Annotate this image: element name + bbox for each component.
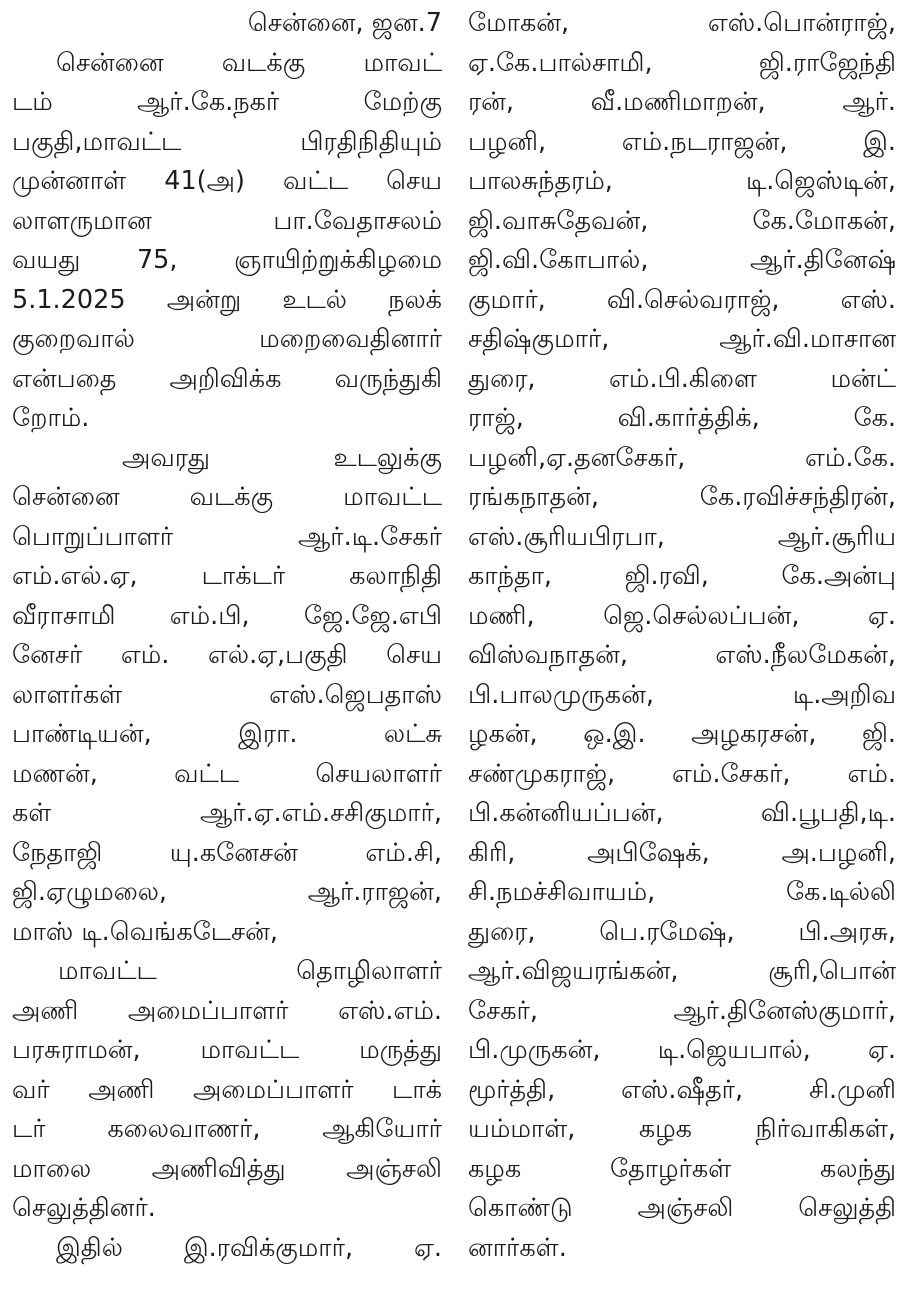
text-line: டம் ஆர்.கே.நகர் மேற்கு [12, 87, 442, 117]
text-line: கிரி, அபிஷேக், அ.பழனி, [468, 837, 896, 868]
left-column [12, 4, 442, 1268]
text-line: பாலசுந்தரம், டி.ஜெஸ்டின், [468, 166, 896, 196]
text-line: மாலை அணிவித்து அஞ்சலி [12, 1153, 442, 1184]
text-line: குறைவால் மறைவைதினார் [12, 324, 442, 354]
text-line: ராஜ், வி.கார்த்திக், கே. [468, 403, 896, 433]
text-line: னேசர் எம். எல்.ஏ,பகுதி செய [12, 640, 442, 670]
text-line: ஜி.வாசுதேவன், கே.மோகன், [468, 205, 896, 236]
text-line: சி.நமச்சிவாயம், கே.டில்லி [468, 877, 896, 907]
text-line: சேகர், ஆர்.தினேஸ்குமார், [468, 995, 896, 1026]
text-line: ஆர்.விஜயரங்கன், சூரி,பொன் [468, 956, 896, 986]
text-line: மாவட்ட தொழிலாளர் [58, 956, 442, 986]
text-line: ஏ.கே.பால்சாமி, ஜி.ராஜேந்தி [468, 47, 896, 78]
text-line: பழனி,ஏ.தனசேகர், எம்.கே. [468, 442, 896, 473]
text-line: ரங்கநாதன், கே.ரவிச்சந்திரன், [468, 482, 896, 512]
text-line: இதில் இ.ரவிக்குமார், ஏ. [56, 1232, 442, 1263]
text-line: சென்னை வடக்கு மாவட் [56, 47, 442, 78]
text-line: சண்முகராஜ், எம்.சேகர், எம். [468, 758, 896, 789]
text-line: காந்தா, ஜி.ரவி, கே.அன்பு [468, 561, 896, 591]
text-line: ரன், வீ.மணிமாறன், ஆர். [468, 87, 896, 117]
text-line: 5.1.2025 அன்று உடல் நலக் [12, 284, 442, 315]
text-line: பி.முருகன், டி.ஜெயபால், ஏ. [468, 1035, 896, 1065]
text-line: துரை, பெ.ரமேஷ், பி.அரசு, [468, 916, 896, 947]
text-line: ஜி.வி.கோபால், ஆர்.தினேஷ் [468, 245, 896, 275]
text-line: றோம். [12, 403, 90, 433]
text-line: சென்னை வடக்கு மாவட்ட [12, 482, 442, 512]
text-line: மணன், வட்ட செயலாளர் [12, 758, 442, 789]
text-line: பாண்டியன், இரா. லட்சு [12, 719, 442, 749]
text-line: னார்கள். [468, 1232, 567, 1263]
text-line: பரசுராமன், மாவட்ட மருத்து [12, 1035, 442, 1065]
text-line: மணி, ஜெ.செல்லப்பன், ஏ. [468, 600, 896, 631]
text-line: டர் கலைவாணர், ஆகியோர் [12, 1114, 442, 1144]
text-line: பி.கன்னியப்பன், வி.பூபதி,டி. [468, 798, 896, 828]
text-line: பி.பாலமுருகன், டி.அறிவ [468, 679, 896, 710]
text-line: கள் ஆர்.ஏ.எம்.சசிகுமார், [12, 798, 442, 828]
text-line: மூர்த்தி, எஸ்.ஷீதர், சி.முனி [468, 1074, 896, 1105]
text-line: வயது 75, ஞாயிற்றுக்கிழமை [12, 245, 442, 275]
text-line: விஸ்வநாதன், எஸ்.நீலமேகன், [468, 640, 896, 670]
text-line: வர் அணி அமைப்பாளர் டாக் [12, 1074, 442, 1105]
text-line: குமார், வி.செல்வராஜ், எஸ். [468, 284, 896, 315]
text-line: கழக தோழர்கள் கலந்து [468, 1153, 896, 1184]
text-line: லாளருமான பா.வேதாசலம் [12, 205, 442, 236]
text-line: வீராசாமி எம்.பி, ஜே.ஜே.எபி [12, 600, 442, 631]
text-line: கொண்டு அஞ்சலி செலுத்தி [468, 1193, 896, 1223]
text-line: எஸ்.சூரியபிரபா, ஆர்.சூரிய [468, 521, 896, 552]
text-line: நேதாஜி யு.கனேசன் எம்.சி, [12, 837, 442, 868]
text-line: மோகன், எஸ்.பொன்ராஜ், [468, 8, 896, 38]
text-line: துரை, எம்.பி.கிளை மன்ட் [468, 363, 896, 394]
text-line: அவரது உடலுக்கு [122, 442, 442, 473]
text-line: பொறுப்பாளர் ஆர்.டி.சேகர் [12, 521, 442, 552]
text-line: ழகன், ஒ.இ. அழகரசன், ஜி. [468, 719, 896, 749]
text-line: என்பதை அறிவிக்க வருந்துகி [12, 363, 442, 394]
text-line: எம்.எல்.ஏ, டாக்டர் கலாநிதி [12, 561, 442, 591]
right-column [468, 4, 896, 1268]
dateline: சென்னை, ஜன.7 [247, 8, 442, 38]
text-line: யம்மாள், கழக நிர்வாகிகள், [468, 1114, 896, 1144]
text-line: மாஸ் டி.வெங்கடேசன், [12, 916, 278, 947]
text-line: முன்னாள் 41(அ) வட்ட செய [12, 166, 442, 196]
text-line: அணி அமைப்பாளர் எஸ்.எம். [12, 995, 442, 1026]
text-line: சதிஷ்குமார், ஆர்.வி.மாசான [468, 324, 896, 354]
text-line: செலுத்தினர். [12, 1193, 156, 1223]
text-line: ஜி.ஏழுமலை, ஆர்.ராஜன், [12, 877, 442, 907]
text-line: பகுதி,மாவட்ட பிரதிநிதியும் [12, 126, 442, 157]
text-line: பழனி, எம்.நடராஜன், இ. [468, 126, 896, 157]
text-line: லாளர்கள் எஸ்.ஜெபதாஸ் [12, 679, 442, 710]
